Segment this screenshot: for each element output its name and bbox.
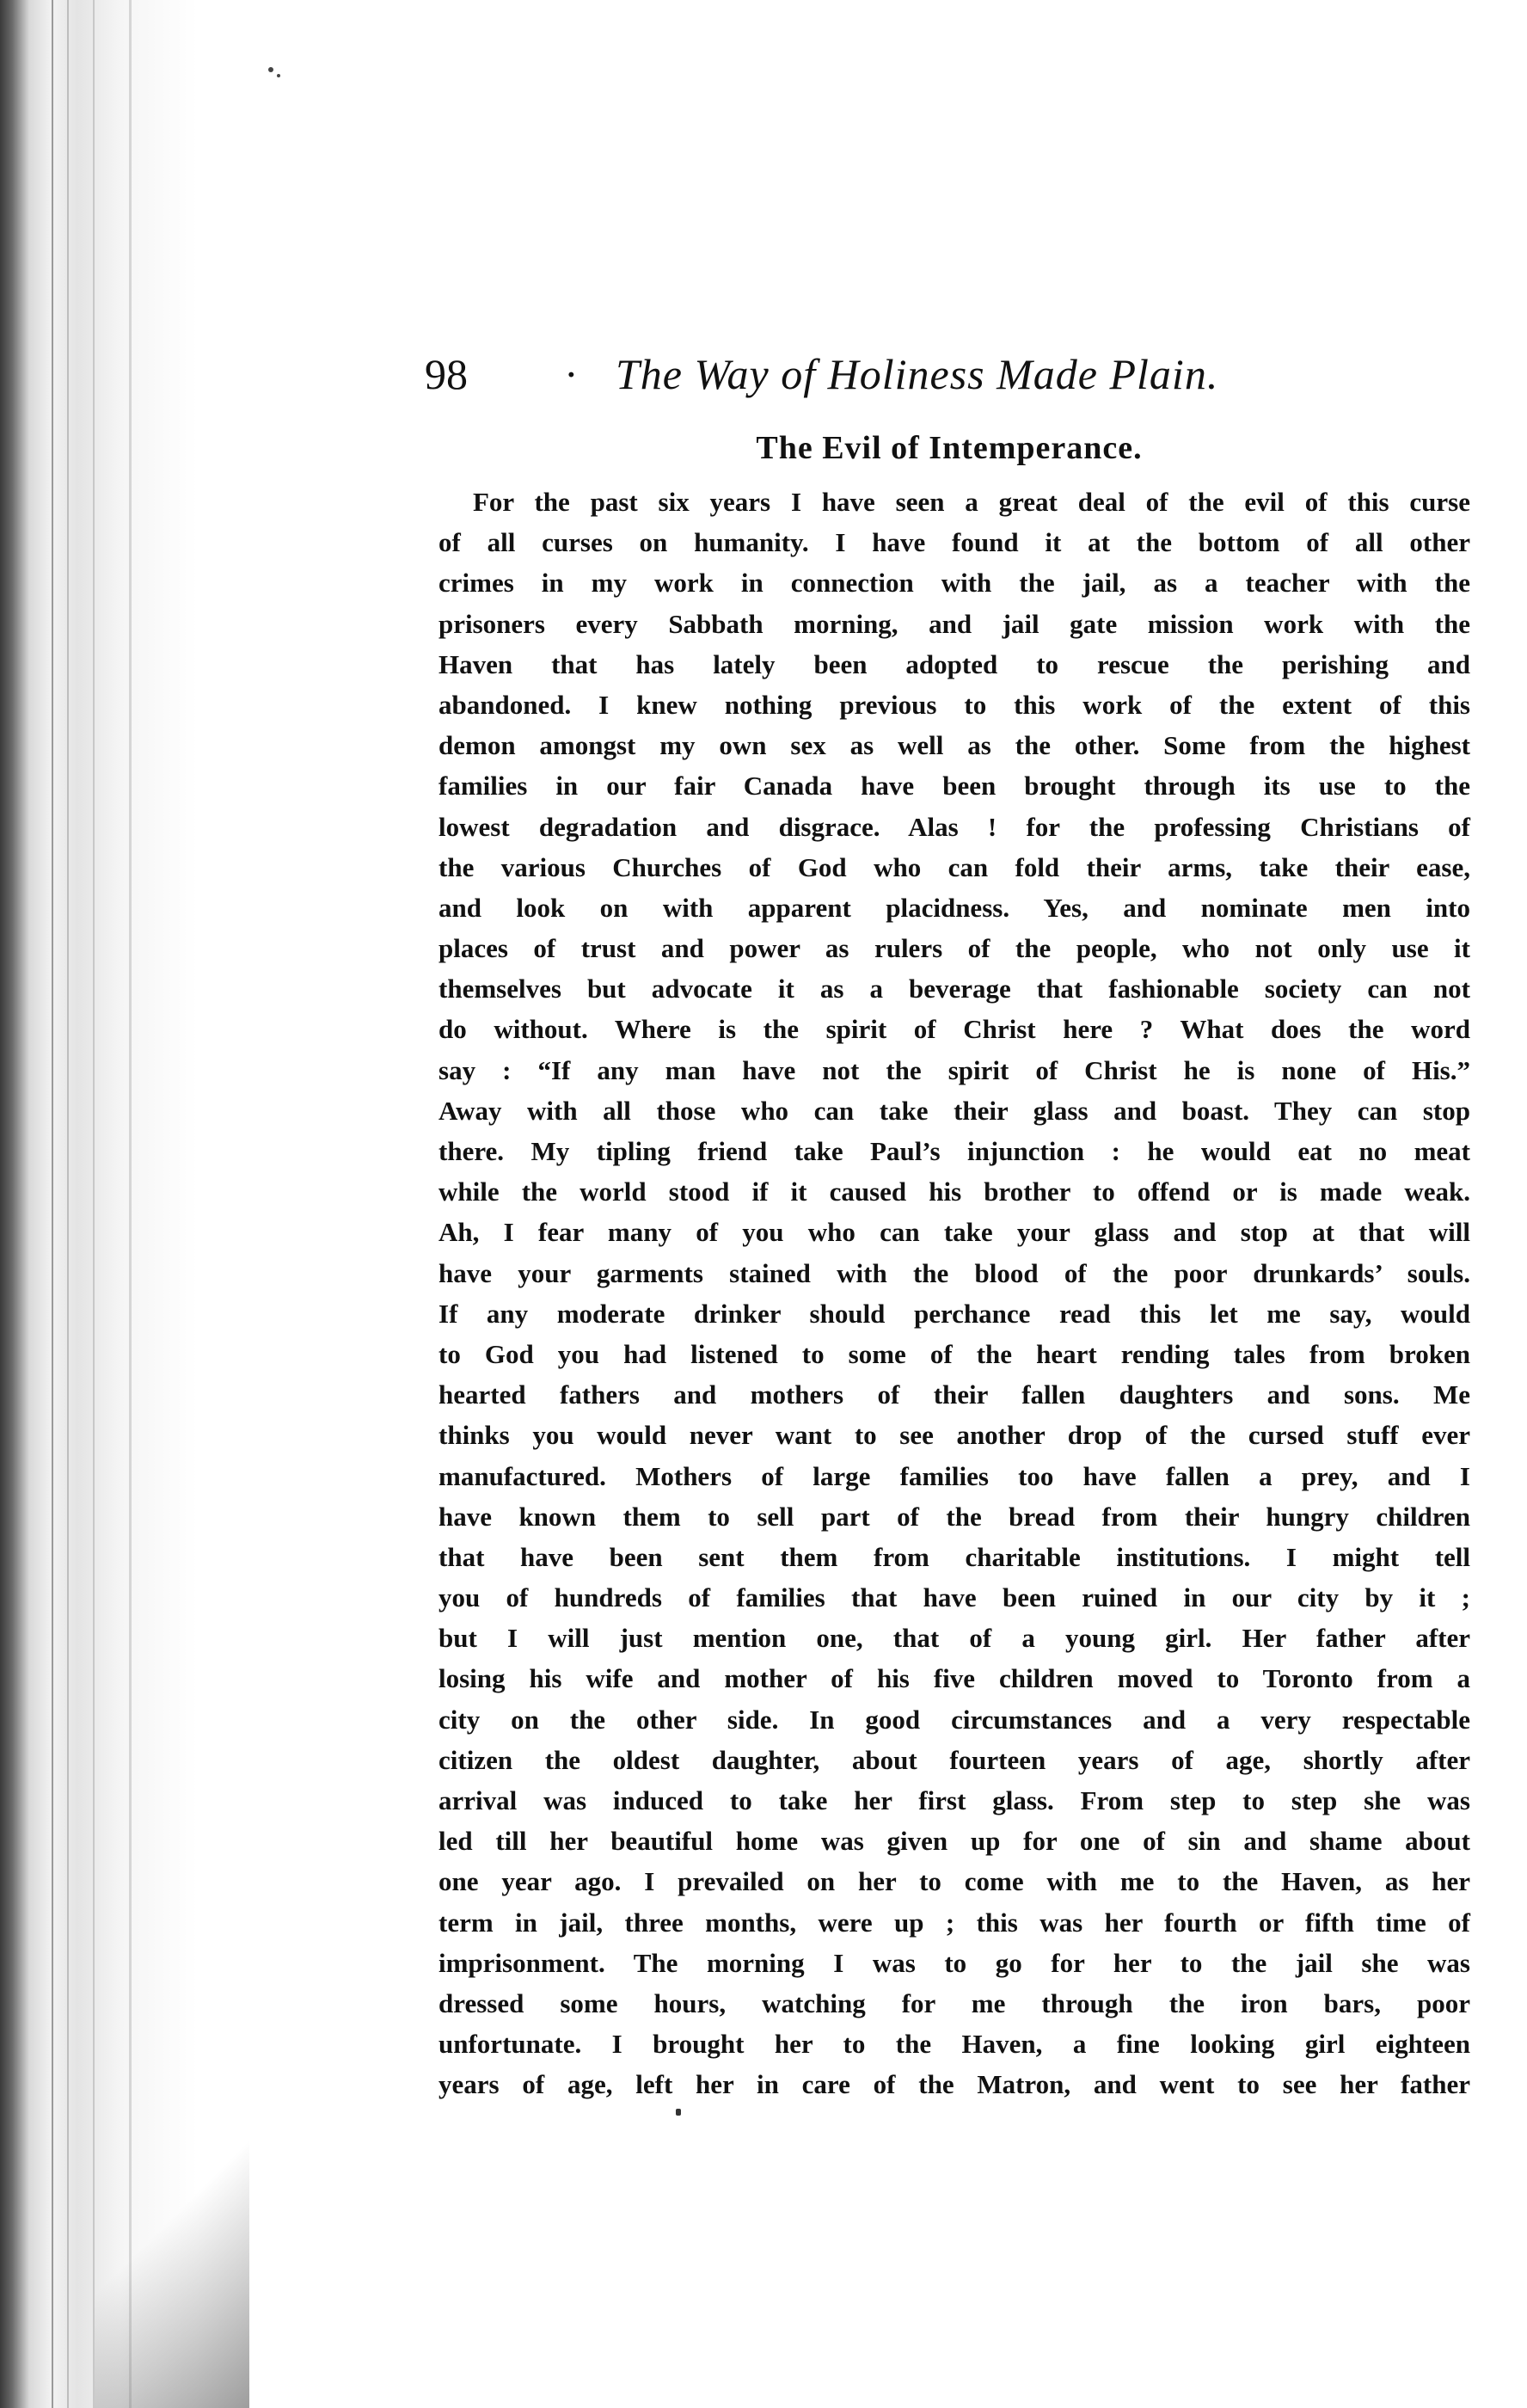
text-line: while the world stood if it caused his brother to offend or is made weak. — [438, 1176, 1470, 1207]
binding-line — [93, 0, 95, 2408]
text-line: For the past six years I have seen a great deal of the evil of this curse — [473, 487, 1470, 517]
text-line: do without. Where is the spirit of Christ here ? What does the word — [438, 1014, 1470, 1045]
text-line: hearted fathers and mothers of their fallen daughters and sons. Me — [438, 1379, 1470, 1410]
text-line: have your garments stained with the blood of the poor drunkards’ souls. — [438, 1257, 1470, 1288]
binding-line — [67, 0, 69, 2408]
text-line: of all curses on humanity. I have found it at the bottom of all other — [438, 527, 1470, 558]
text-line: to God you had listened to some of the heart rending tales from broken — [438, 1338, 1470, 1369]
page-number: 98 — [425, 350, 468, 398]
text-line: Away with all those who can take their glass and boast. They can stop — [438, 1095, 1470, 1126]
text-line: say : “If any man have not the spirit of Christ he is none of His.” — [438, 1054, 1470, 1085]
text-line: city on the other side. In good circumstances and a very respectable — [438, 1704, 1470, 1735]
text-line: led till her beautiful home was given up for one of sin and shame about — [438, 1826, 1470, 1857]
page-binding-edge — [0, 0, 198, 2408]
text-line: that have been sent them from charitable institutions. I might tell — [438, 1541, 1470, 1572]
binding-line — [52, 0, 53, 2408]
ink-speck — [268, 67, 273, 72]
text-line: citizen the oldest daughter, about fourteen years of age, shortly after — [438, 1744, 1470, 1775]
text-line: you of hundreds of families that have been ruined in our city by it ; — [438, 1582, 1470, 1613]
section-heading: The Evil of Intemperance. — [756, 430, 1143, 466]
text-line: crimes in my work in connection with the jail, as a teacher with the — [438, 568, 1470, 599]
text-line: and look on with apparent placidness. Yes, and nominate men into — [438, 892, 1470, 923]
text-line: Haven that has lately been adopted to rescue the perishing and — [438, 648, 1470, 679]
text-line: themselves but advocate it as a beverage that fashionable society can not — [438, 974, 1470, 1004]
ink-speck — [277, 74, 280, 77]
body-text — [438, 482, 1470, 2105]
text-line: the various Churches of God who can fold their arms, take their ease, — [438, 851, 1470, 882]
text-line: losing his wife and mother of his five children moved to Toronto from a — [438, 1663, 1470, 1694]
text-line: imprisonment. The morning I was to go for her to the jail she was — [438, 1947, 1470, 1978]
text-line: places of trust and power as rulers of the people, who not only use it — [438, 933, 1470, 964]
text-line: abandoned. I knew nothing previous to this work of the extent of this — [438, 689, 1470, 720]
text-line: have known them to sell part of the bread from their hungry children — [438, 1501, 1470, 1532]
text-line: years of age, left her in care of the Matron, and went to see her father — [438, 2069, 1470, 2100]
text-line: unfortunate. I brought her to the Haven, a fine looking girl eighteen — [438, 2029, 1470, 2060]
text-line: demon amongst my own sex as well as the other. Some from the highest — [438, 730, 1470, 761]
text-line: one year ago. I prevailed on her to come with me to the Haven, as her — [438, 1866, 1470, 1897]
page-corner-shadow — [95, 2116, 249, 2408]
header-separator: · — [564, 350, 579, 398]
text-line: families in our fair Canada have been brought through its use to the — [438, 771, 1470, 802]
text-line: Ah, I fear many of you who can take your glass and stop at that will — [438, 1217, 1470, 1248]
ink-mark — [676, 2109, 681, 2116]
page-header — [425, 340, 1474, 408]
binding-line — [129, 0, 132, 2408]
text-line: there. My tipling friend take Paul’s injunction : he would eat no meat — [438, 1136, 1470, 1166]
text-line: thinks you would never want to see another drop of the cursed stuff ever — [438, 1420, 1470, 1451]
running-title: The Way of Holiness Made Plain. — [616, 350, 1219, 398]
text-line: dressed some hours, watching for me through the iron bars, poor — [438, 1987, 1470, 2018]
text-line: term in jail, three months, were up ; this was her fourth or fifth time of — [438, 1907, 1470, 1938]
text-line: manufactured. Mothers of large families too have fallen a prey, and I — [438, 1460, 1470, 1491]
text-line: If any moderate drinker should perchance read this let me say, would — [438, 1298, 1470, 1329]
text-line: but I will just mention one, that of a young girl. Her father after — [438, 1623, 1470, 1654]
text-line: prisoners every Sabbath morning, and jail gate mission work with the — [438, 608, 1470, 639]
text-line: arrival was induced to take her first glass. From step to step she was — [438, 1785, 1470, 1815]
text-line: lowest degradation and disgrace. Alas ! for the professing Christians of — [438, 811, 1470, 842]
